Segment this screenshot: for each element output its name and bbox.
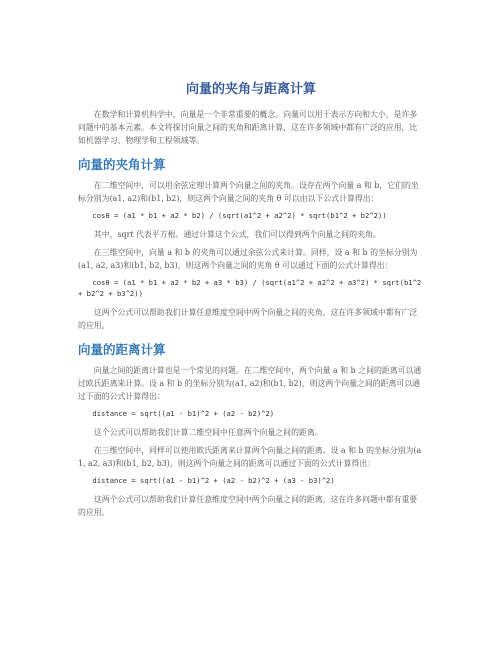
section-heading-distance: 向量的距离计算	[78, 342, 166, 357]
page-title: 向量的夹角与距离计算	[185, 82, 316, 97]
distance-paragraph-3d: 在三维空间中，同样可以使用欧氏距离来计算两个向量之间的距离。设 a 和 b 的坐标分别为(a1, a2, a3)和(b1, b2, b3)，则这两个向量之间的距离可以通过下面的公式计算得出：	[78, 446, 422, 468]
angle-paragraph-3d: 在三维空间中，向量 a 和 b 的夹角可以通过余弦公式来计算。同样，设 a 和 b 的坐标分别为(a1, a2, a3)和(b1, b2, b3)，则这两个向量之间的夹角 θ 可以通过下面的公式计算得出：	[78, 248, 418, 270]
angle-paragraph-2d: 在二维空间中，可以用余弦定理计算两个向量之间的夹角。设存在两个向量 a 和 b，它们的坐标分别为(a1, a2)和(b1, b2)，则这两个向量之间的夹角 θ 可以由以下公式计算得出：	[78, 181, 419, 203]
angle-paragraph-summary: 这两个公式可以帮助我们计算任意维度空间中两个向量之间的夹角，这在许多领域中都有广泛的应用。	[78, 308, 418, 330]
distance-formula-3d: distance = sqrt((a1 - b1)^2 + (a2 - b2)^2 + (a3 - b3)^2)	[92, 476, 335, 485]
angle-paragraph-sqrt: 其中，sqrt 代表平方根。通过计算这个公式，我们可以得到两个向量之间的夹角。	[93, 230, 381, 239]
section-heading-angle: 向量的夹角计算	[78, 157, 166, 172]
angle-formula-3d: cosθ = (a1 * b1 + a2 * b2 + a3 * b3) / (sqrt(a1^2 + a2^2 + a3^2) * sqrt(b1^2 + b2^2 + b3^2))	[78, 278, 426, 298]
distance-paragraph-2d: 向量之间的距离计算也是一个常见的问题。在二维空间中，两个向量 a 和 b 之间的距离可以通过欧氏距离来计算。设 a 和 b 的坐标分别为(a1, a2)和(b1, b2)，则这两个向量之间的距离可以通过下面的公式计算得出：	[78, 366, 422, 401]
distance-formula-2d: distance = sqrt((a1 - b1)^2 + (a2 - b2)^2)	[92, 409, 275, 418]
angle-formula-2d: cosθ = (a1 * b1 + a2 * b2) / (sqrt(a1^2 + a2^2) * sqrt(b1^2 + b2^2))	[92, 211, 387, 220]
distance-paragraph-summary: 这两个公式可以帮助我们计算任意维度空间中两个向量之间的距离，这在许多问题中都有重要的应用。	[78, 495, 418, 517]
intro-paragraph: 在数学和计算机科学中，向量是一个非常重要的概念。向量可以用于表示方向和大小，是许多问题中的基本元素。本文将探讨向量之间的夹角和距离计算，这在许多领域中都有广泛的应用，比如机器学习、物理学和工程领域等。	[78, 110, 418, 145]
distance-paragraph-note: 这个公式可以帮助我们计算二维空间中任意两个向量之间的距离。	[93, 428, 323, 437]
